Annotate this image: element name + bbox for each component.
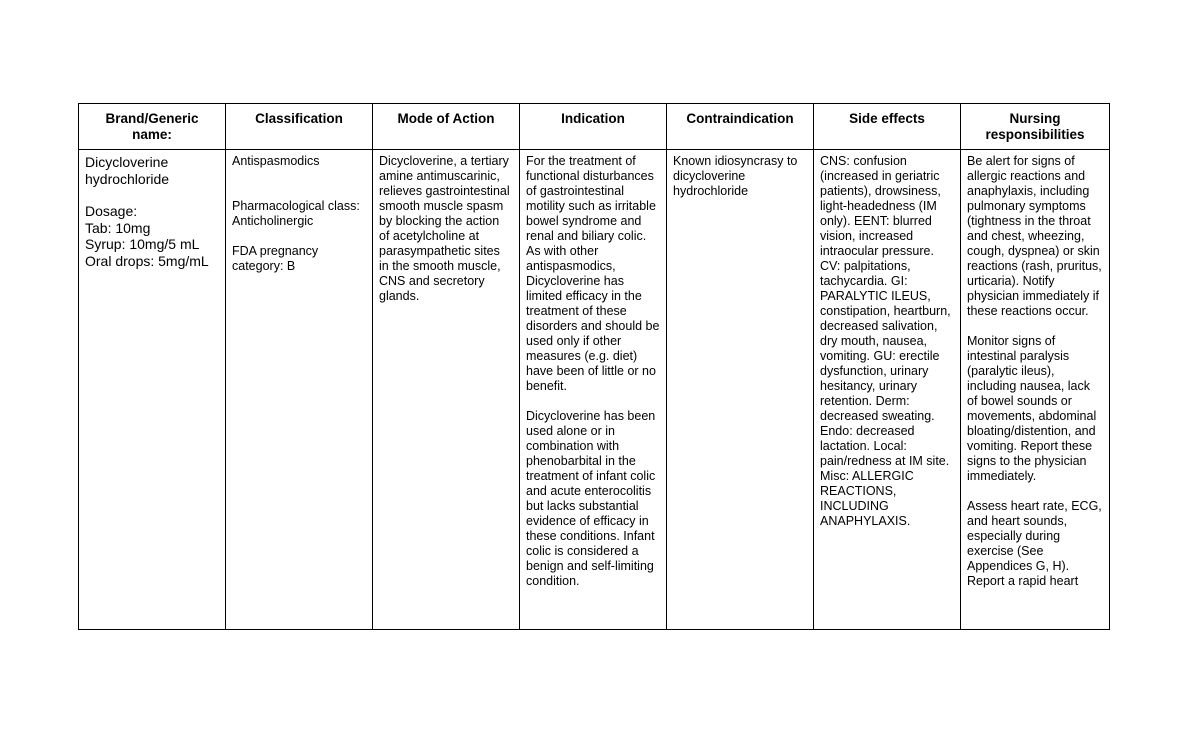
- cell-contraindication: [667, 150, 814, 630]
- table-row: [79, 150, 1110, 630]
- header-indication: Indication: [520, 104, 667, 150]
- cell-side-effects: [814, 150, 961, 630]
- side-effects-text: CNS: confusion (increased in geriatric patients), drowsiness, light-headedness (IM only). EENT: blurred vision, increased intraocular pressure. CV: palpitations, tachycardia. GI: PARALYTIC ILEUS, constipation, heartburn, decreased salivation, dry mouth, nausea, vomiting. GU: erectile dysfunction, urinary hesitancy, urinary retention. Derm: decreased sweating. Endo: decreased lactation. Local: pain/redness at IM site. Misc: ALLERGIC REACTIONS, INCLUDING ANAPHYLAXIS.: [820, 154, 951, 528]
- classification-pharmacological: Pharmacological class: Anticholinergic: [232, 199, 360, 228]
- cell-brand-generic: [79, 150, 226, 630]
- spacer: [967, 484, 1103, 499]
- contraindication-text: Known idiosyncrasy to dicycloverine hydrochloride: [673, 154, 798, 198]
- header-brand-generic: Brand/Generic name:: [79, 104, 226, 150]
- classification-primary: Antispasmodics: [232, 154, 320, 168]
- nursing-paragraph-3: Assess heart rate, ECG, and heart sounds, especially during exercise (See Appendices G, H). Report a rapid heart: [967, 499, 1102, 588]
- drug-study-table: [78, 103, 1110, 630]
- cell-indication: [520, 150, 667, 630]
- spacer: [232, 184, 366, 199]
- header-side-effects: Side effects: [814, 104, 961, 150]
- indication-paragraph-1: For the treatment of functional disturbances of gastrointestinal motility such as irritable bowel syndrome and renal and biliary colic. As with other antispasmodics, Dicycloverine has limited efficacy in the treatment of these disorders and should be used only if other measures (e.g. diet) have been of little or no benefit.: [526, 154, 660, 393]
- spacer: [526, 394, 660, 409]
- mode-of-action-text: Dicycloverine, a tertiary amine antimuscarinic, relieves gastrointestinal smooth muscle spasm by blocking the action of acetylcholine at parasympathetic sites in the smooth muscle, CNS and secretory glands.: [379, 154, 510, 303]
- dosage-tab: Tab: 10mg: [85, 219, 151, 236]
- header-mode-of-action: Mode of Action: [373, 104, 520, 150]
- dosage-oral-drops: Oral drops: 5mg/mL: [85, 252, 209, 269]
- spacer: [232, 169, 366, 184]
- spacer: [967, 319, 1103, 334]
- cell-mode-of-action: [373, 150, 520, 630]
- header-classification: Classification: [226, 104, 373, 150]
- cell-nursing-responsibilities: [961, 150, 1110, 630]
- table-header-row: [79, 104, 1110, 150]
- spacer: [232, 229, 366, 244]
- classification-fda: FDA pregnancy category: B: [232, 244, 319, 273]
- drug-name: Dicycloverine hydrochloride: [85, 154, 170, 187]
- dosage-syrup: Syrup: 10mg/5 mL: [85, 236, 200, 252]
- cell-classification: [226, 150, 373, 630]
- header-contraindication: Contraindication: [667, 104, 814, 150]
- nursing-paragraph-1: Be alert for signs of allergic reactions and anaphylaxis, including pulmonary symptoms (tightness in the throat and chest, wheezing, cough, dyspnea) or skin reactions (rash, pruritus, urticaria). Notify physician immediately if these reactions occur.: [967, 154, 1102, 318]
- header-nursing-responsibilities: Nursing responsibilities: [961, 104, 1110, 150]
- dosage-label: Dosage:: [85, 203, 138, 219]
- nursing-paragraph-2: Monitor signs of intestinal paralysis (paralytic ileus), including nausea, lack of bowel sounds or movements, abdominal bloating/distention, and vomiting. Report these signs to the physician immediately.: [967, 334, 1097, 483]
- indication-paragraph-2: Dicycloverine has been used alone or in combination with phenobarbital in the treatment of infant colic and acute enterocolitis but lacks substantial evidence of efficacy in these conditions. Infant colic is considered a benign and self-limiting condition.: [526, 409, 656, 588]
- spacer: [85, 187, 219, 203]
